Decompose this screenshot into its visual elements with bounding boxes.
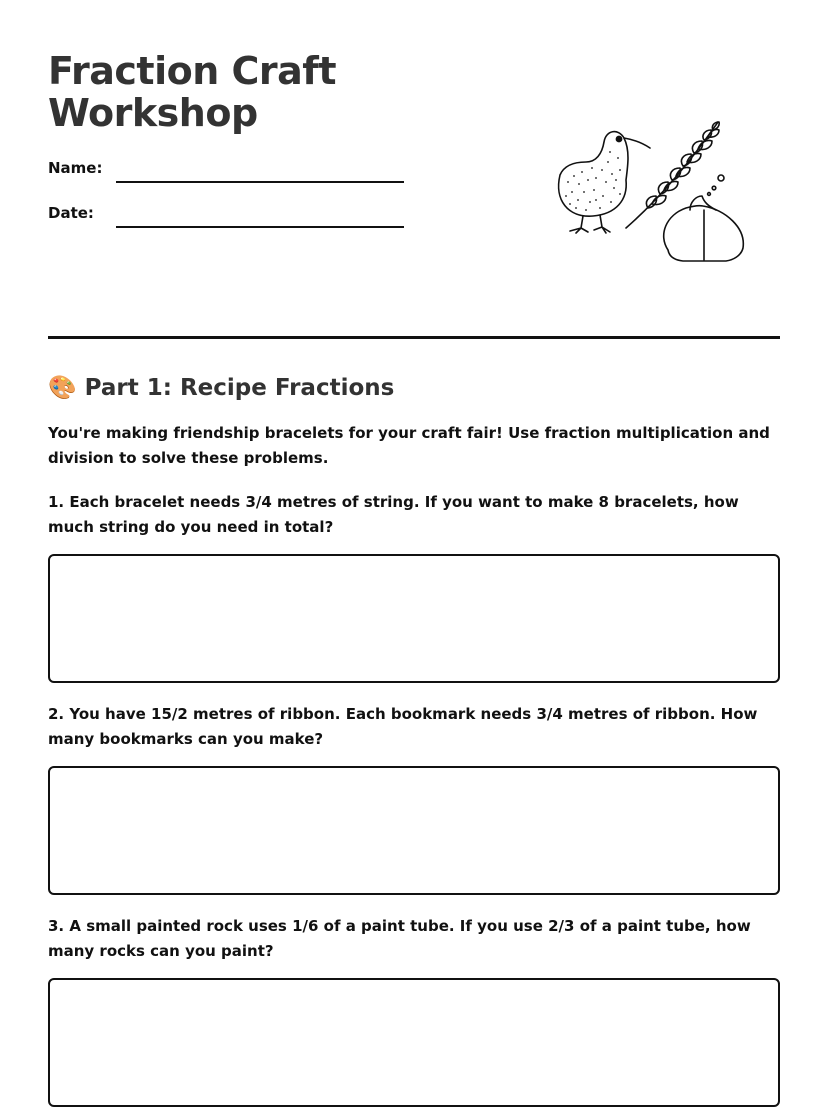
palette-icon: 🎨 bbox=[48, 375, 77, 401]
page-title bbox=[48, 50, 336, 134]
answer-box-2[interactable] bbox=[48, 766, 780, 895]
fern-frond-icon bbox=[626, 122, 719, 228]
question-2: 2. You have 15/2 metres of ribbon. Each bookmark needs 3/4 metres of ribbon. How many bookmarks can you make? bbox=[48, 705, 758, 748]
date-field[interactable] bbox=[116, 226, 404, 228]
title-line-2: Workshop bbox=[48, 91, 258, 135]
part1-heading bbox=[48, 374, 394, 401]
name-label: Name: bbox=[48, 159, 103, 177]
question-1: 1. Each bracelet needs 3/4 metres of string. If you want to make 8 bracelets, how much string do you need in total? bbox=[48, 493, 739, 536]
answer-box-1[interactable] bbox=[48, 554, 780, 683]
name-field[interactable] bbox=[116, 181, 404, 183]
answer-box-3[interactable] bbox=[48, 978, 780, 1107]
question-3: 3. A small painted rock uses 1/6 of a paint tube. If you use 2/3 of a paint tube, how many rocks can you paint? bbox=[48, 917, 751, 960]
title-line-1: Fraction Craft bbox=[48, 49, 336, 93]
illustration bbox=[548, 110, 753, 270]
section-divider bbox=[48, 336, 780, 339]
date-label: Date: bbox=[48, 204, 94, 222]
part1-heading-text: Part 1: Recipe Fractions bbox=[84, 374, 395, 401]
part1-intro: You're making friendship bracelets for your craft fair! Use fraction multiplication and division to solve these problems. bbox=[48, 424, 770, 467]
